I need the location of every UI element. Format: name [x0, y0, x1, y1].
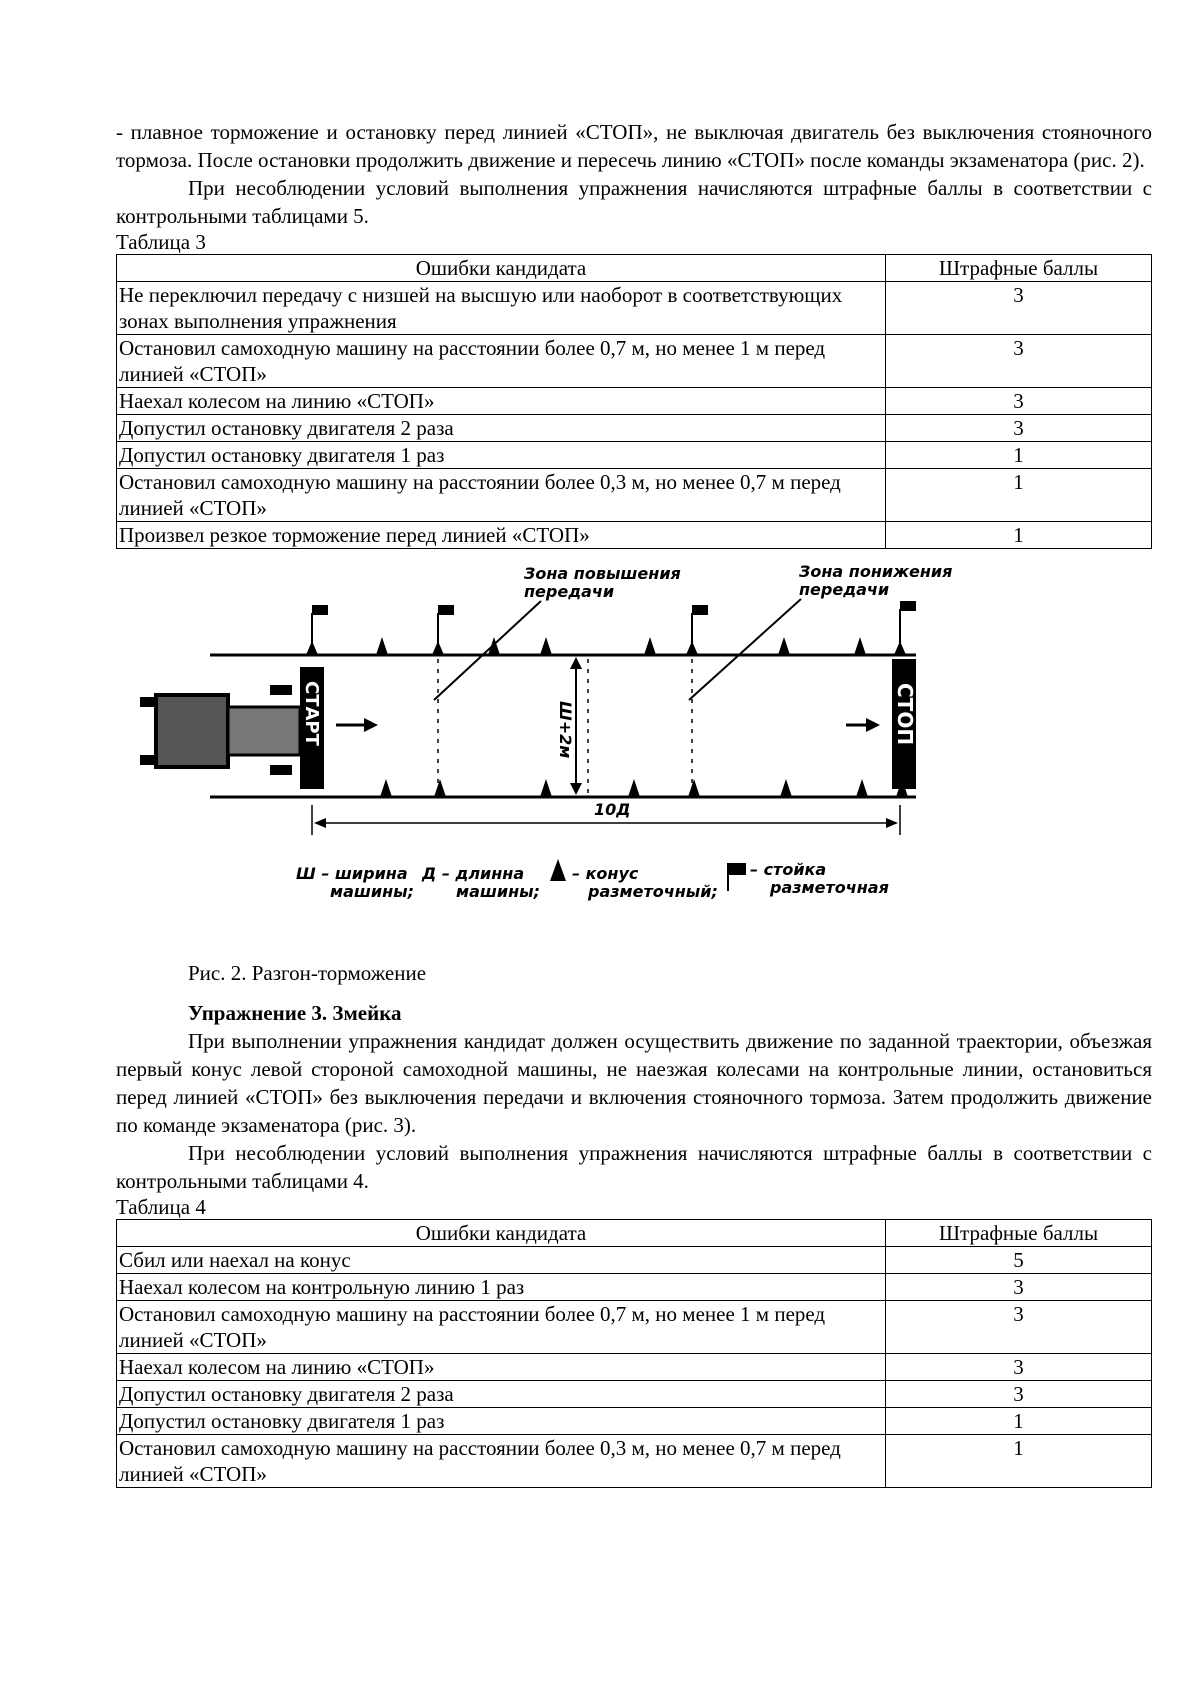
exercise-3-paragraph-1: При выполнении упражнения кандидат должен осуществить движение по заданной траектории, объезжая первый конус левой стороной самоходной машины, не наезжая колесами на контрольные линии, остановиться перед линией «СТОП» без выключения передачи и включения стояночного тормоза. Затем продолжить движение по команде экзаменатора (рис. 3). [116, 1029, 1152, 1137]
marker-cone [540, 637, 552, 655]
zone-down-label-line1: Зона понижения [799, 562, 953, 581]
document-page [116, 118, 1152, 1488]
error-cell: Допустил остановку двигателя 1 раз [117, 442, 886, 469]
error-cell: Наехал колесом на линию «СТОП» [117, 1354, 886, 1381]
error-cell: Сбил или наехал на конус [117, 1247, 886, 1274]
points-cell: 3 [886, 1381, 1152, 1408]
arrow-head-icon [364, 718, 378, 732]
legend-cone-line1: – конус [572, 864, 639, 883]
legend-post-line1: – стойка [750, 860, 827, 879]
legend-length-line2: машины; [456, 882, 540, 901]
table3 [116, 254, 1152, 549]
figure-2-caption: Рис. 2. Разгон-торможение [188, 961, 427, 985]
legend-post-line2: разметочная [770, 878, 889, 897]
points-cell: 1 [886, 1435, 1152, 1488]
table-row [117, 1301, 1152, 1354]
legend-width-line2: машины; [330, 882, 414, 901]
marker-cone [856, 779, 868, 797]
table-row [117, 469, 1152, 522]
marker-cone [688, 779, 700, 797]
marker-post [894, 601, 916, 655]
points-cell: 3 [886, 335, 1152, 388]
points-cell: 1 [886, 442, 1152, 469]
table-row [117, 1247, 1152, 1274]
table-row [117, 1274, 1152, 1301]
marker-cone [434, 779, 446, 797]
legend-width-line1: Ш – ширина [296, 864, 408, 883]
points-cell: 3 [886, 415, 1152, 442]
table4-caption: Таблица 4 [116, 1195, 206, 1219]
marker-cone [376, 637, 388, 655]
points-cell: 3 [886, 1354, 1152, 1381]
exercise-3-heading: Упражнение 3. Змейка [188, 1001, 402, 1025]
intro-paragraph-1: - плавное торможение и остановку перед линией «СТОП», не выключая двигатель без выключения стояночного тормоза. После остановки продолжить движение и пересечь линию «СТОП» после команды экзаменатора (рис. 2). [116, 120, 1152, 172]
table4 [116, 1219, 1152, 1488]
marker-cone [644, 637, 656, 655]
tractor-icon [140, 685, 300, 775]
table-row [117, 1435, 1152, 1488]
length-label: 10Д [594, 800, 631, 819]
table4-header-points: Штрафные баллы [886, 1220, 1152, 1247]
error-cell: Допустил остановку двигателя 2 раза [117, 415, 886, 442]
table-row [117, 1354, 1152, 1381]
points-cell: 3 [886, 282, 1152, 335]
table3-header-row [117, 255, 1152, 282]
points-cell: 3 [886, 388, 1152, 415]
dimension-arrow-icon [314, 818, 326, 828]
marker-post [432, 605, 454, 655]
error-cell: Остановил самоходную машину на расстоянии более 0,7 м, но менее 1 м перед линией «СТОП» [117, 335, 886, 388]
table4-header-errors: Ошибки кандидата [117, 1220, 886, 1247]
points-cell: 3 [886, 1274, 1152, 1301]
error-cell: Остановил самоходную машину на расстоянии более 0,3 м, но менее 0,7 м перед линией «СТОП» [117, 1435, 886, 1488]
marker-cone [628, 779, 640, 797]
zone-down-label-line2: передачи [799, 580, 890, 599]
arrow-head-icon [866, 718, 880, 732]
marker-cone [380, 779, 392, 797]
width-label: Ш+2м [556, 701, 575, 759]
error-cell: Остановил самоходную машину на расстоянии более 0,7 м, но менее 1 м перед линией «СТОП» [117, 1301, 886, 1354]
error-cell: Наехал колесом на линию «СТОП» [117, 388, 886, 415]
intro-paragraph-2: При несоблюдении условий выполнения упражнения начисляются штрафные баллы в соответствии с контрольными таблицами 5. [116, 176, 1152, 228]
zone-up-leader-line [434, 601, 541, 700]
table3-header-errors: Ошибки кандидата [117, 255, 886, 282]
points-cell: 5 [886, 1247, 1152, 1274]
legend-post-icon [728, 863, 746, 875]
table-row [117, 415, 1152, 442]
dimension-arrow-icon [886, 818, 898, 828]
start-label: СТАРТ [301, 681, 322, 746]
table-row [117, 442, 1152, 469]
dimension-arrow-icon [570, 657, 582, 669]
points-cell: 1 [886, 1408, 1152, 1435]
table-row [117, 522, 1152, 549]
zone-up-label-line2: передачи [524, 582, 615, 601]
legend-cone-icon [550, 859, 566, 881]
marker-post [686, 605, 708, 655]
marker-cone [780, 779, 792, 797]
stop-label: СТОП [893, 683, 917, 746]
zone-up-label-line1: Зона повышения [524, 564, 681, 583]
marker-cone [854, 637, 866, 655]
marker-cone [778, 637, 790, 655]
marker-post [306, 605, 328, 655]
error-cell: Не переключил передачу с низшей на высшую или наоборот в соответствующих зонах выполнения упражнения [117, 282, 886, 335]
error-cell: Остановил самоходную машину на расстоянии более 0,3 м, но менее 0,7 м перед линией «СТОП» [117, 469, 886, 522]
legend-length-line1: Д – длинна [422, 864, 525, 883]
error-cell: Допустил остановку двигателя 2 раза [117, 1381, 886, 1408]
table-row [117, 1408, 1152, 1435]
figure-2-diagram [116, 555, 1152, 959]
table-row [117, 388, 1152, 415]
error-cell: Произвел резкое торможение перед линией «СТОП» [117, 522, 886, 549]
points-cell: 3 [886, 1301, 1152, 1354]
table3-caption: Таблица 3 [116, 230, 206, 254]
table-row [117, 1381, 1152, 1408]
error-cell: Допустил остановку двигателя 1 раз [117, 1408, 886, 1435]
marker-cone [540, 779, 552, 797]
table4-header-row [117, 1220, 1152, 1247]
dimension-arrow-icon [570, 783, 582, 795]
points-cell: 1 [886, 522, 1152, 549]
exercise-3-paragraph-2: При несоблюдении условий выполнения упражнения начисляются штрафные баллы в соответствии с контрольными таблицами 4. [116, 1141, 1152, 1193]
table3-header-points: Штрафные баллы [886, 255, 1152, 282]
table-row [117, 335, 1152, 388]
acceleration-braking-diagram [116, 555, 1152, 959]
error-cell: Наехал колесом на контрольную линию 1 раз [117, 1274, 886, 1301]
table-row [117, 282, 1152, 335]
legend-cone-line2: разметочный; [588, 882, 718, 901]
points-cell: 1 [886, 469, 1152, 522]
